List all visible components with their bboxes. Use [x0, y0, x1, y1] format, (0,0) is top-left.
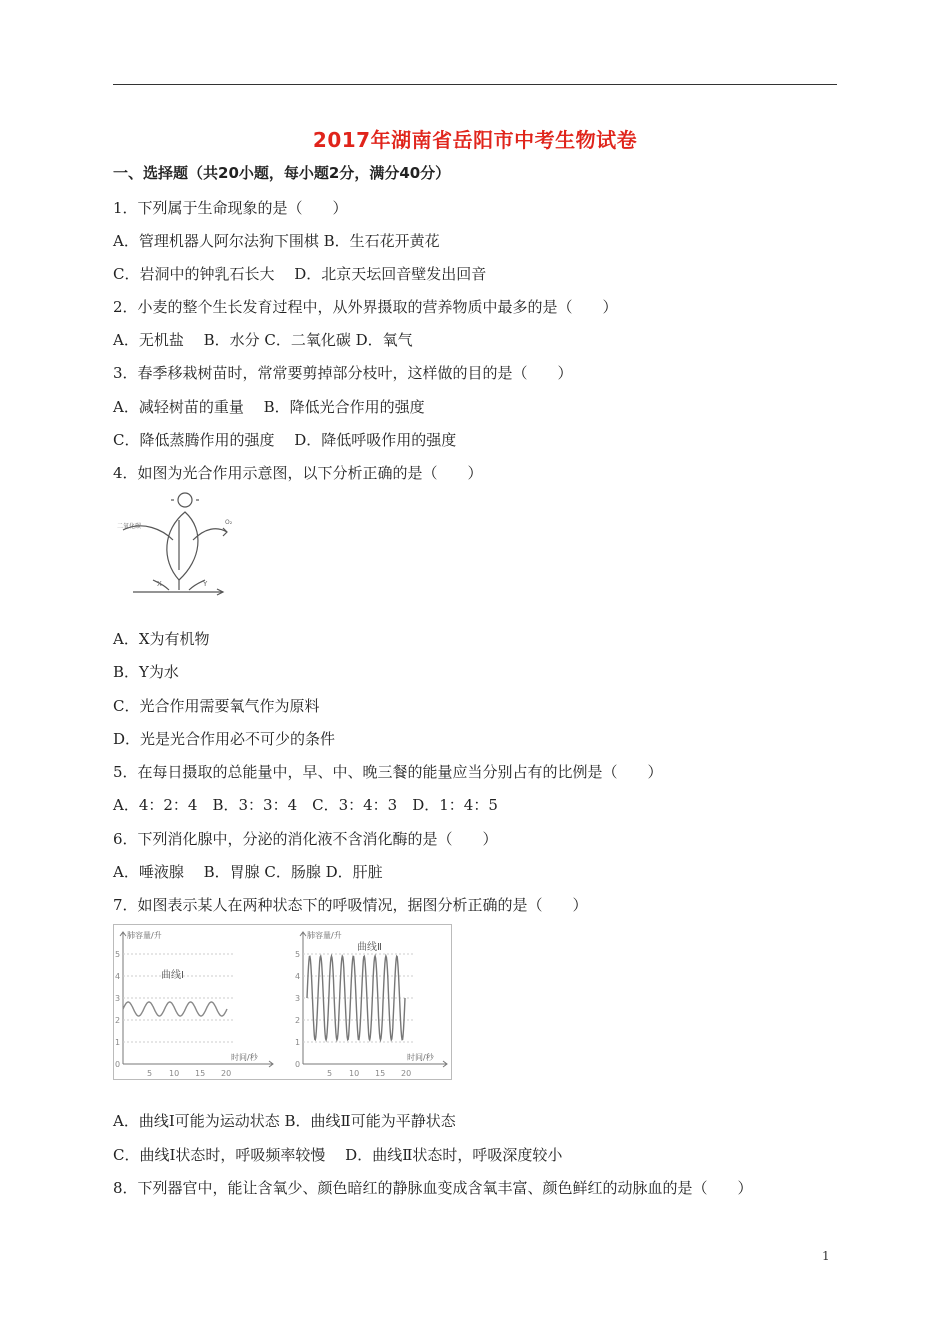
option-line: C．岩洞中的钟乳石长大 D．北京天坛回音壁发出回音 [113, 265, 487, 283]
option-line: A．管理机器人阿尔法狗下围棋 B．生石花开黄花 [113, 232, 440, 250]
y-tick: 0 [295, 1060, 301, 1069]
y-axis-label-2: 肺容量/升 [307, 931, 342, 940]
option-line: A．无机盐 B．水分 C．二氧化碳 D．氧气 [113, 331, 413, 349]
figure-frame [114, 925, 452, 1080]
chart-curve-1 [120, 932, 273, 1067]
option-line: B．Y为水 [113, 663, 179, 681]
question-3: 3．春季移栽树苗时，常常要剪掉部分枝叶，这样做的目的是（ ） [113, 364, 573, 382]
x-tick: 15 [375, 1069, 386, 1078]
x-tick: 10 [349, 1069, 360, 1078]
x-tick: 5 [327, 1069, 333, 1078]
option-line: A．唾液腺 B．胃腺 C．肠腺 D．肝脏 [113, 863, 383, 881]
option-line: D．光是光合作用必不可少的条件 [113, 730, 336, 748]
header-rule [113, 84, 837, 85]
y-tick: 3 [115, 994, 121, 1003]
photosynthesis-diagram [113, 490, 243, 600]
x-axis-label-1: 时间/秒 [231, 1053, 258, 1062]
y-tick: 5 [295, 950, 301, 959]
page-number: 1 [822, 1249, 830, 1263]
option-line: A．4：2：4 B．3：3：4 C．3：4：3 D．1：4：5 [113, 796, 498, 814]
x-tick: 15 [195, 1069, 206, 1078]
y-tick: 2 [115, 1016, 121, 1025]
question-4: 4．如图为光合作用示意图，以下分析正确的是（ ） [113, 464, 483, 482]
curve1-label: 曲线Ⅰ [161, 970, 184, 981]
y-axis-label-1: 肺容量/升 [127, 931, 162, 940]
leaf-shape [167, 512, 198, 580]
y-tick: 2 [295, 1016, 301, 1025]
breathing-curves-figure [113, 924, 453, 1080]
y-tick: 1 [115, 1038, 121, 1047]
section-heading: 一、选择题（共20小题，每小题2分，满分40分） [113, 164, 451, 182]
option-line: C．光合作用需要氧气作为原料 [113, 697, 320, 715]
question-2: 2．小麦的整个生长发育过程中，从外界摄取的营养物质中最多的是（ ） [113, 298, 618, 316]
label-y: Y [203, 580, 208, 588]
y-tick: 3 [295, 994, 301, 1003]
x-axis-label-2: 时间/秒 [407, 1053, 434, 1062]
question-8: 8．下列器官中，能让含氧少、颜色暗红的静脉血变成含氧丰富、颜色鲜红的动脉血的是（ ） [113, 1179, 753, 1197]
x-tick: 5 [147, 1069, 153, 1078]
option-line: C．降低蒸腾作用的强度 D．降低呼吸作用的强度 [113, 431, 457, 449]
question-7: 7．如图表示某人在两种状态下的呼吸情况，据图分析正确的是（ ） [113, 896, 588, 914]
option-line: A．减轻树苗的重量 B．降低光合作用的强度 [113, 398, 425, 416]
label-o2: O₂ [225, 519, 233, 526]
label-x: X [157, 580, 162, 588]
question-1: 1．下列属于生命现象的是（ ） [113, 199, 348, 217]
option-line: C．曲线Ⅰ状态时，呼吸频率较慢 D．曲线Ⅱ状态时，呼吸深度较小 [113, 1146, 563, 1164]
x-tick: 20 [221, 1069, 232, 1078]
question-5: 5．在每日摄取的总能量中，早、中、晚三餐的能量应当分别占有的比例是（ ） [113, 763, 663, 781]
exam-title: 2017年湖南省岳阳市中考生物试卷 [312, 128, 638, 152]
y-tick: 1 [295, 1038, 301, 1047]
label-co2: 二氧化碳 [117, 523, 142, 530]
x-tick: 20 [401, 1069, 412, 1078]
option-line: A．X为有机物 [113, 630, 210, 648]
y-tick: 4 [115, 972, 121, 981]
y-tick: 0 [115, 1060, 121, 1069]
option-line: A．曲线Ⅰ可能为运动状态 B．曲线Ⅱ可能为平静状态 [113, 1112, 456, 1130]
curve2-label: 曲线Ⅱ [357, 942, 382, 953]
y-tick: 4 [295, 972, 301, 981]
question-6: 6．下列消化腺中，分泌的消化液不含消化酶的是（ ） [113, 830, 498, 848]
y-tick: 5 [115, 950, 121, 959]
sun-icon [178, 493, 192, 507]
x-tick: 10 [169, 1069, 180, 1078]
